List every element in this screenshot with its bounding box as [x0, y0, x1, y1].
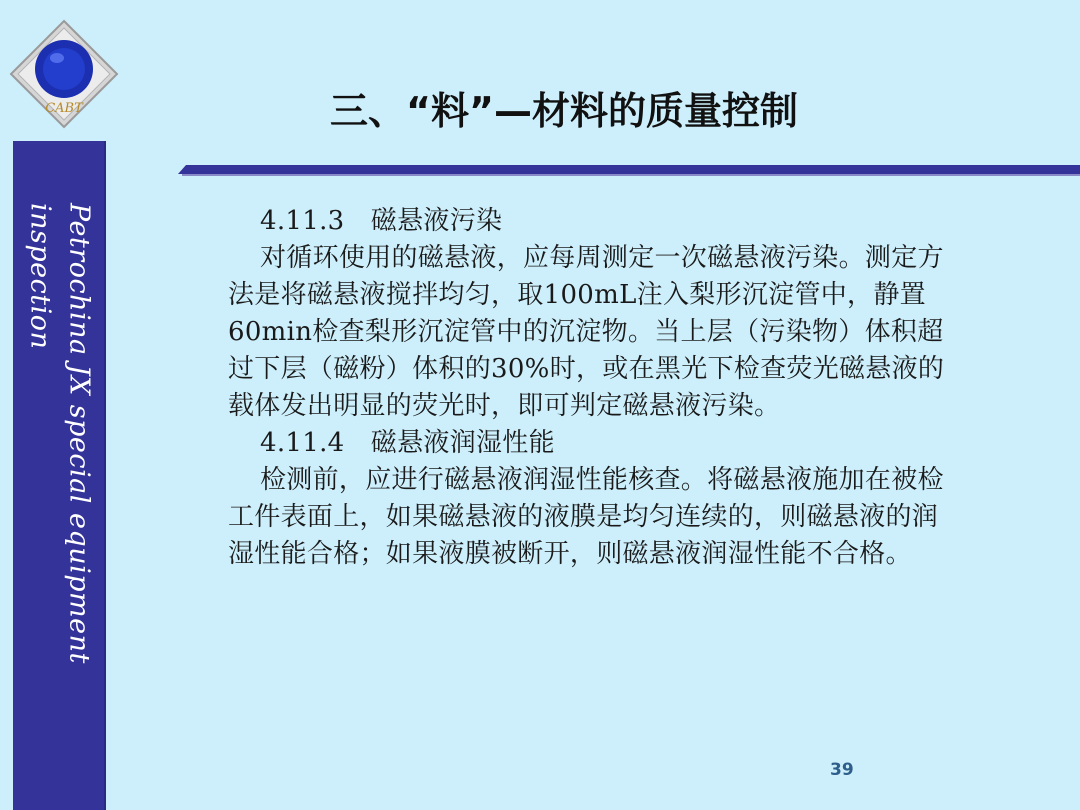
title-divider — [178, 165, 1080, 176]
page-number: 39 — [830, 760, 854, 780]
section-heading: 4.11.3 磁悬液污染 — [260, 206, 503, 236]
sidebar — [13, 141, 106, 810]
page-title: 三、“料”—材料的质量控制 — [330, 89, 798, 133]
section-paragraph: 对循环使用的磁悬液，应每周测定一次磁悬液污染。测定方法是将磁悬液搅拌均匀，取100mL注入梨形沉淀管中，静置60min检查梨形沉淀管中的沉淀物。当上层（污染物）体积超过下层（磁粉）体积的30%时，或在黑光下检查荧光磁悬液的载体发出明显的荧光时，即可判定磁悬液污染。 — [228, 243, 945, 421]
section-heading: 4.11.4 磁悬液润湿性能 — [260, 428, 555, 458]
logo-text: CABT — [45, 101, 83, 116]
content-body — [228, 203, 958, 573]
section-paragraph: 检测前，应进行磁悬液润湿性能核查。将磁悬液施加在被检工件表面上，如果磁悬液的液膜是均匀连续的，则磁悬液的润湿性能合格；如果液膜被断开，则磁悬液润湿性能不合格。 — [228, 465, 944, 569]
sidebar-text: Petrochina JX special equipment inspection — [24, 203, 95, 664]
logo-icon — [8, 18, 120, 130]
